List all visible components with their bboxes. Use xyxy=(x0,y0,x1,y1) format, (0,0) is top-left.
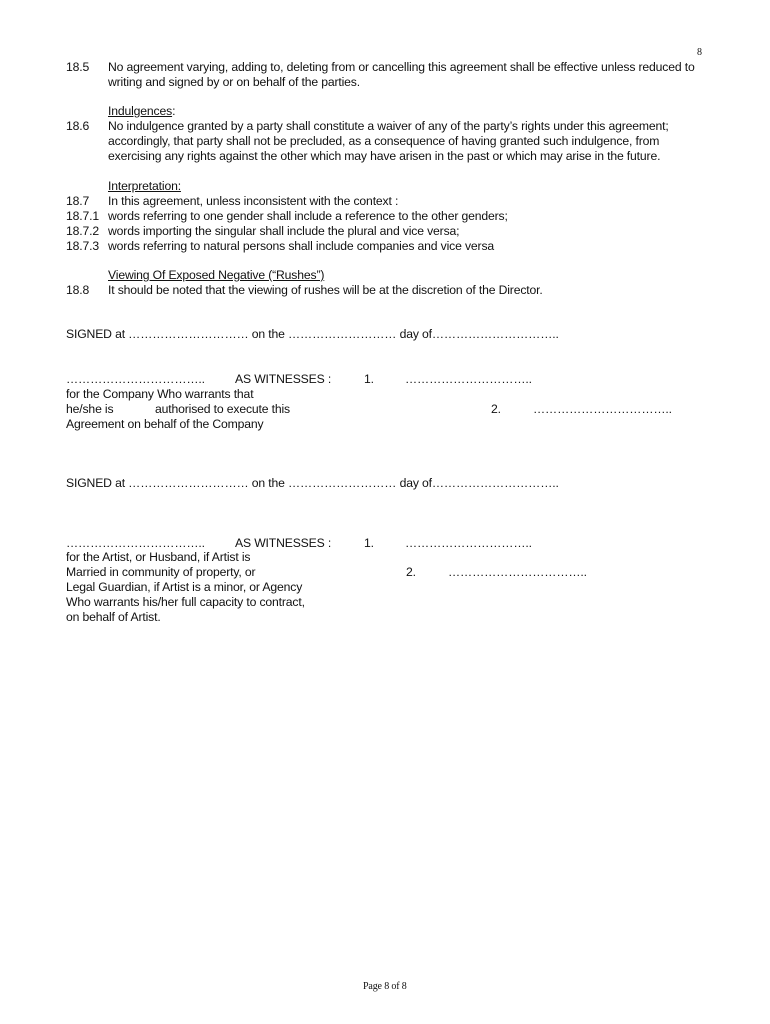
clause-18-6-line-3: exercising any rights against the other which may have arisen in the past or which may arise in the future. xyxy=(108,149,661,163)
company-as-witnesses: AS WITNESSES : xyxy=(235,372,332,386)
artist-witness-2-dots: …………………………….. xyxy=(448,565,587,579)
clause-number-18-6: 18.6 xyxy=(66,119,90,133)
clause-18-7-text: In this agreement, unless inconsistent with the context : xyxy=(108,194,399,208)
company-witness-1-number: 1. xyxy=(364,372,374,386)
company-agreement-line: Agreement on behalf of the Company xyxy=(66,417,264,431)
artist-as-witnesses: AS WITNESSES : xyxy=(235,536,332,550)
clause-number-18-7-2: 18.7.2 xyxy=(66,224,99,238)
clause-number-18-5: 18.5 xyxy=(66,60,90,74)
company-warrants-line: for the Company Who warrants that xyxy=(66,387,254,401)
artist-witness-1-number: 1. xyxy=(364,536,374,550)
artist-line-2: Married in community of property, or xyxy=(66,565,256,579)
clause-18-6-line-1: No indulgence granted by a party shall constitute a waiver of any of the party’s rights under this agreement; xyxy=(108,119,669,133)
page-footer: Page 8 of 8 xyxy=(363,981,407,992)
clause-18-5-line-1: No agreement varying, adding to, deleting from or cancelling this agreement shall be effective unless reduced to xyxy=(108,60,695,74)
company-witness-1-dots: ………………………….. xyxy=(405,372,532,386)
rushes-heading: Viewing Of Exposed Negative (“Rushes”) xyxy=(108,268,325,282)
company-witness-2-number: 2. xyxy=(491,402,501,416)
company-signature-dots: …………………………….. xyxy=(66,372,205,386)
clause-18-7-1-text: words referring to one gender shall include a reference to the other genders; xyxy=(108,209,508,223)
company-witness-2-dots: …………………………….. xyxy=(533,402,672,416)
clause-number-18-8: 18.8 xyxy=(66,283,90,297)
artist-witness-2-number: 2. xyxy=(406,565,416,579)
indulgences-heading-text: Indulgences xyxy=(108,104,173,118)
clause-number-18-7-1: 18.7.1 xyxy=(66,209,99,223)
page-number: 8 xyxy=(697,47,702,58)
artist-line-4: Who warrants his/her full capacity to contract, xyxy=(66,595,305,609)
indulgences-heading xyxy=(108,104,175,119)
artist-line-3: Legal Guardian, if Artist is a minor, or Agency xyxy=(66,580,303,594)
clause-18-5-line-2: writing and signed by or on behalf of the parties. xyxy=(108,75,360,89)
artist-line-1: for the Artist, or Husband, if Artist is xyxy=(66,550,251,564)
clause-number-18-7-3: 18.7.3 xyxy=(66,239,99,253)
clause-18-8-text: It should be noted that the viewing of rushes will be at the discretion of the Director. xyxy=(108,283,543,297)
clause-number-18-7: 18.7 xyxy=(66,194,90,208)
artist-line-5: on behalf of Artist. xyxy=(66,610,161,624)
artist-signed-line: SIGNED at ………………………… on the ……………………… day of………………………….. xyxy=(66,476,559,490)
company-signed-line: SIGNED at ………………………… on the ……………………… day of………………………….. xyxy=(66,327,559,341)
company-authorised-line: authorised to execute this xyxy=(155,402,290,416)
company-he-she-line: he/she is xyxy=(66,402,114,416)
clause-18-7-3-text: words referring to natural persons shall include companies and vice versa xyxy=(108,239,495,253)
artist-signature-dots: …………………………….. xyxy=(66,536,205,550)
artist-witness-1-dots: ………………………….. xyxy=(405,536,532,550)
indulgences-heading-colon: : xyxy=(172,104,176,118)
clause-18-6-line-2: accordingly, that party shall not be precluded, as a consequence of having granted such indulgence, from xyxy=(108,134,660,148)
clause-18-7-2-text: words importing the singular shall include the plural and vice versa; xyxy=(108,224,460,238)
interpretation-heading: Interpretation: xyxy=(108,179,181,193)
